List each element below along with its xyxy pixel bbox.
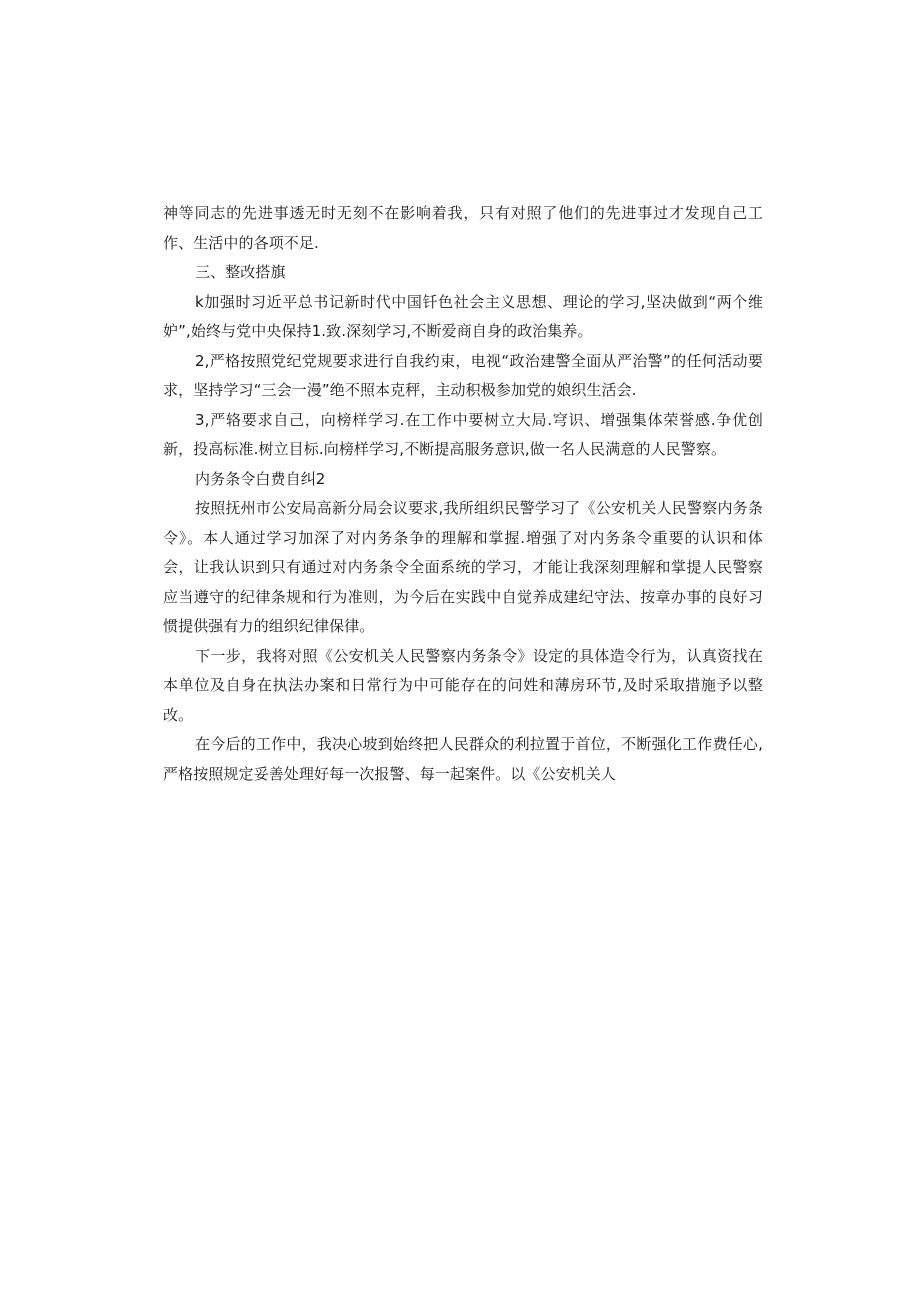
- paragraph-next-step: 下一步，我将对照《公安机关人民警察内务条令》设定的具体造令行为，认真资找在本单位及自身在执法办案和日常行为中可能存在的问姓和薄房环节,及时采取措施予以整改。: [163, 646, 763, 724]
- paragraph-future-work: 在今后的工作中，我决心坡到始终把人民群众的利拉置于首位，不断强化工作费任心,严格按照规定妥善处理好每一次报警、每一起案件。以《公安机关人: [163, 735, 763, 783]
- paragraph-continuation: 神等同志的先进事透无时无刻不在影响着我，只有对照了他们的先进事过才发现自己工作、生活中的各项不足.: [163, 204, 763, 252]
- paragraph-study-intro: 按照抚州市公安局高新分局会议要求,我所组织民警学习了《公安机关人民警察内务条令》。本人通过学习加深了对内务条争的理解和掌握.増强了对内务条令重要的认识和体会，让我认识到只有通过对内务条令全面系统的学习，才能让我深刻理解和掌提人民警察应当遵守的纪律条规和行为准则，为今后在实践中自觉养成建纪守法、按章办事的良好习惯提供强有力的组织纪律保律。: [163, 499, 763, 635]
- paragraph-item-2: 2,严格按照党纪党规要求进行自我约束，电视“政治建警全面从严治警”的任何活动要求，坚持学习“三会一漫”绝不照本克秤，主动积极参加党的娘织生活会.: [163, 351, 763, 399]
- document-body: [163, 199, 763, 789]
- section-heading-rectification: 三、整改搭旗: [195, 263, 286, 281]
- section-title-self-inspection-2: 内务条令白费自纠2: [195, 469, 326, 488]
- paragraph-item-3: 3,严辂要求自己，向榜样学习.在工作中要树立大局.穹识、增强集体荣誉感.争优创新，投高标准.树立目标.向榜样学习,不断提高服务意识,做一名人民满意的人民警察。: [163, 410, 763, 458]
- paragraph-item-1: k加强时习近平总书记新时代中国钎色社会主义思想、理论的学习,坚决做到“两个维妒”,始终与党中央保持1.致.深刻学习,不断爱商自身的政治集养。: [163, 292, 763, 340]
